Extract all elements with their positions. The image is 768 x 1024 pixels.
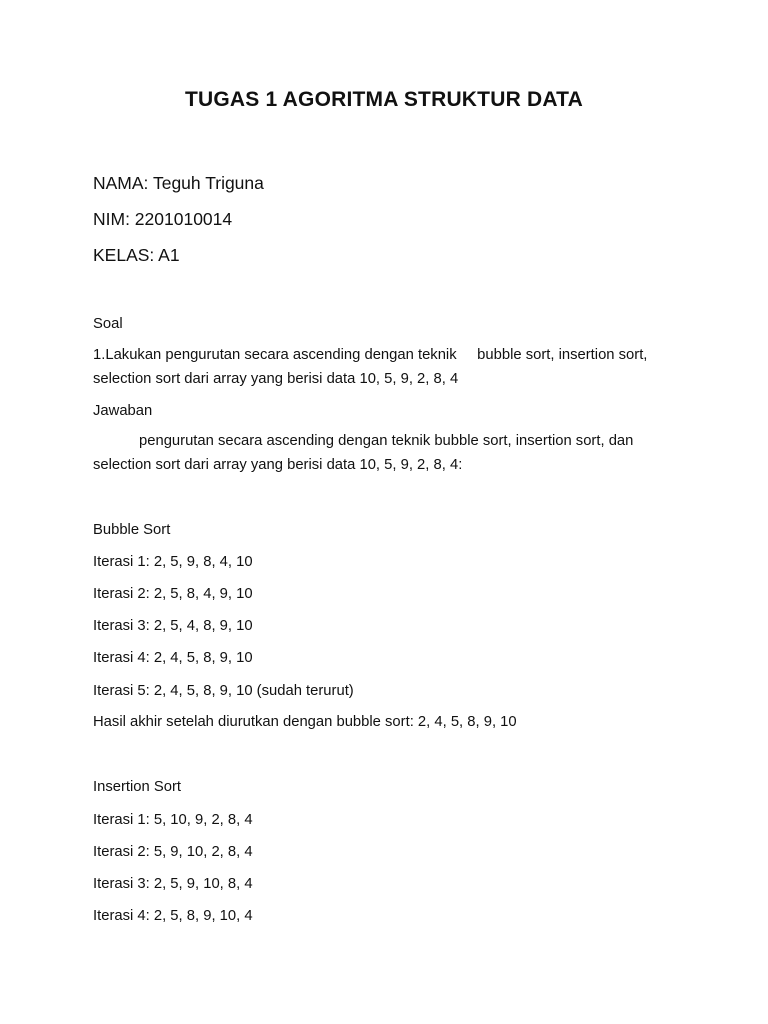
bubble-sort-iteration: Iterasi 1: 2, 5, 9, 8, 4, 10 <box>93 554 253 570</box>
insertion-sort-iteration: Iterasi 4: 2, 5, 8, 9, 10, 4 <box>93 908 253 924</box>
bubble-sort-iteration: Iterasi 4: 2, 4, 5, 8, 9, 10 <box>93 650 253 666</box>
bubble-sort-result: Hasil akhir setelah diurutkan dengan bubble sort: 2, 4, 5, 8, 9, 10 <box>93 714 517 730</box>
student-nim: NIM: 2201010014 <box>93 209 233 229</box>
student-class: KELAS: A1 <box>93 245 180 265</box>
bubble-sort-iteration: Iterasi 5: 2, 4, 5, 8, 9, 10 (sudah terurut) <box>93 683 354 699</box>
student-name: NAMA: Teguh Triguna <box>93 173 264 193</box>
insertion-sort-heading: Insertion Sort <box>93 779 182 795</box>
bubble-sort-heading: Bubble Sort <box>93 522 171 538</box>
bubble-sort-iteration: Iterasi 3: 2, 5, 4, 8, 9, 10 <box>93 618 253 634</box>
question-heading: Soal <box>93 316 123 332</box>
document-title: TUGAS 1 AGORITMA STRUKTUR DATA <box>185 88 583 111</box>
insertion-sort-iteration: Iterasi 3: 2, 5, 9, 10, 8, 4 <box>93 876 253 892</box>
question-text: 1.Lakukan pengurutan secara ascending dengan teknik bubble sort, insertion sort, selection sort dari array yang berisi data 10, 5, 9, 2, 8, 4 <box>93 347 652 387</box>
answer-intro: pengurutan secara ascending dengan teknik bubble sort, insertion sort, dan selection sort dari array yang berisi data 10, 5, 9, 2, 8, 4: <box>93 433 634 473</box>
answer-heading: Jawaban <box>93 403 153 419</box>
bubble-sort-iteration: Iterasi 2: 2, 5, 8, 4, 9, 10 <box>93 586 253 602</box>
insertion-sort-iteration: Iterasi 1: 5, 10, 9, 2, 8, 4 <box>93 812 253 828</box>
insertion-sort-iteration: Iterasi 2: 5, 9, 10, 2, 8, 4 <box>93 844 253 860</box>
